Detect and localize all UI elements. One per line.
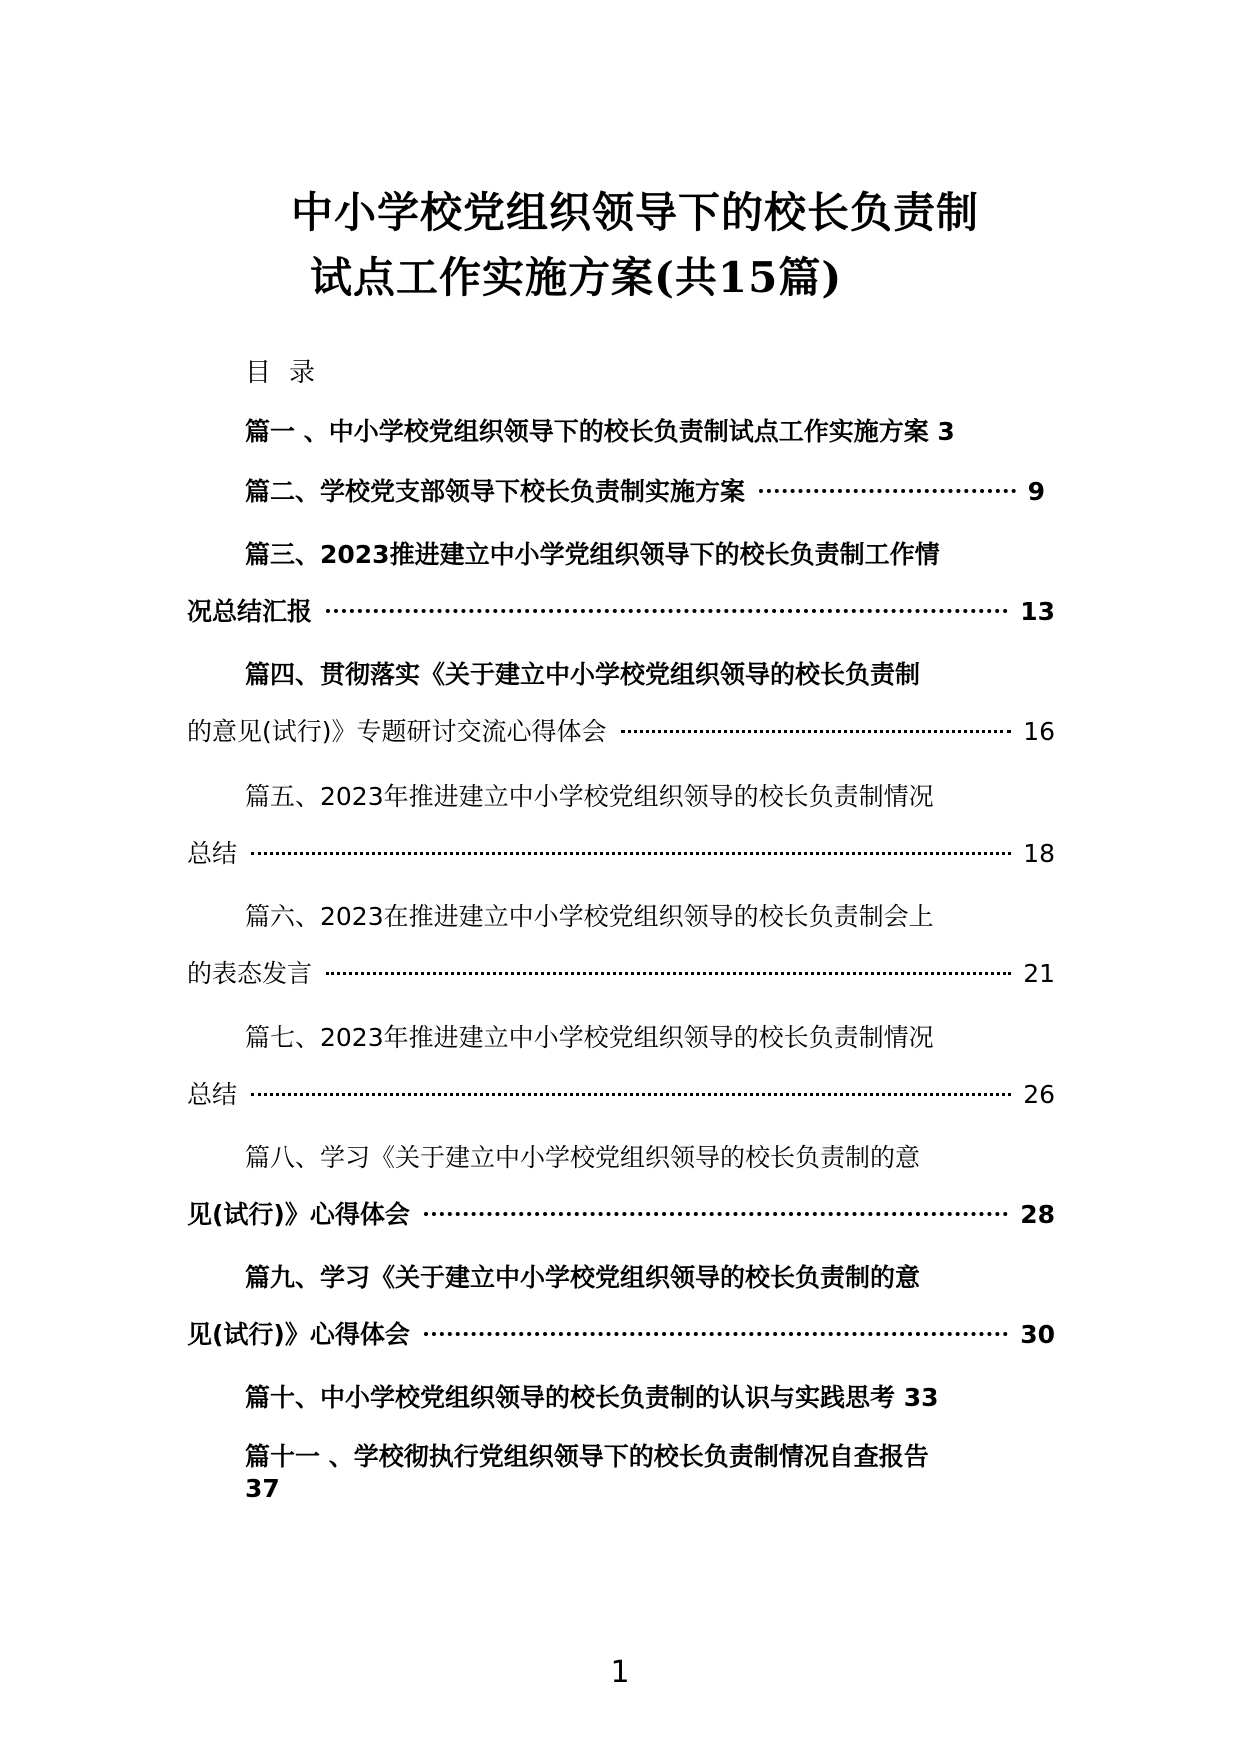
toc-entry-3-cont[interactable] (187, 592, 1055, 628)
toc-heading: 目录 (245, 358, 334, 388)
toc-entry-page: 28 (1020, 1200, 1055, 1229)
toc-entry-7-cont[interactable] (187, 1075, 1055, 1111)
toc-entry-label: 见(试行)》心得体会 (187, 1200, 410, 1229)
toc-entry-8[interactable]: 篇八、学习《关于建立中小学校党组织领导的校长负责制的意 (245, 1143, 921, 1172)
toc-leader-dots (621, 730, 1012, 733)
toc-entry-9[interactable]: 篇九、学习《关于建立中小学校党组织领导的校长负责制的意 (245, 1263, 921, 1292)
toc-entry-page: 13 (1020, 597, 1055, 626)
toc-entry-4[interactable]: 篇四、贯彻落实《关于建立中小学校党组织领导的校长负责制 (245, 660, 921, 689)
toc-entry-5-cont[interactable] (187, 834, 1055, 870)
toc-leader-dots (424, 1332, 1008, 1336)
toc-entry-page: 18 (1023, 839, 1055, 868)
toc-entry-label: 总结 (187, 1080, 238, 1109)
toc-leader-dots (251, 852, 1011, 855)
toc-entry-4-cont[interactable] (187, 712, 1055, 748)
toc-leader-dots (326, 972, 1011, 975)
toc-entry-5[interactable]: 篇五、2023年推进建立中小学校党组织领导的校长负责制情况 (245, 782, 934, 811)
toc-entry-2[interactable] (245, 472, 1045, 508)
document-title-line-1: 中小学校党组织领导下的校长负责制 (290, 188, 979, 237)
toc-entry-3[interactable]: 篇三、2023推进建立中小学党组织领导下的校长负责制工作情 (245, 540, 940, 569)
toc-entry-11[interactable]: 篇十一 、学校彻执行党组织领导下的校长负责制情况自查报告 (245, 1442, 929, 1471)
toc-entry-7[interactable]: 篇七、2023年推进建立中小学校党组织领导的校长负责制情况 (245, 1023, 934, 1052)
toc-leader-dots (424, 1212, 1008, 1216)
toc-entry-page: 21 (1023, 959, 1055, 988)
toc-entry-10[interactable]: 篇十、中小学校党组织领导的校长负责制的认识与实践思考 33 (245, 1383, 939, 1412)
toc-leader-dots (759, 489, 1016, 493)
document-title-line-2: 试点工作实施方案(共15篇) (310, 253, 843, 302)
toc-entry-page: 16 (1023, 717, 1055, 746)
toc-entry-page: 30 (1020, 1320, 1055, 1349)
toc-entry-label: 的表态发言 (187, 959, 313, 988)
toc-entry-page: 26 (1023, 1080, 1055, 1109)
toc-entry-label: 的意见(试行)》专题研讨交流心得体会 (187, 717, 607, 746)
page-number: 1 (610, 1655, 630, 1690)
toc-leader-dots (326, 609, 1008, 613)
toc-entry-9-cont[interactable] (187, 1315, 1055, 1351)
toc-entry-1[interactable]: 篇一 、中小学校党组织领导下的校长负责制试点工作实施方案 3 (245, 417, 955, 446)
toc-entry-6-cont[interactable] (187, 954, 1055, 990)
toc-entry-label: 见(试行)》心得体会 (187, 1320, 410, 1349)
toc-entry-6[interactable]: 篇六、2023在推进建立中小学校党组织领导的校长负责制会上 (245, 902, 934, 931)
toc-entry-page: 9 (1027, 477, 1045, 506)
toc-entry-label: 总结 (187, 839, 238, 868)
toc-leader-dots (251, 1093, 1011, 1096)
toc-entry-label: 篇二、学校党支部领导下校长负责制实施方案 (245, 477, 746, 506)
toc-entry-label: 况总结汇报 (187, 597, 313, 626)
toc-entry-8-cont[interactable] (187, 1195, 1055, 1231)
toc-entry-11-page: 37 (245, 1474, 280, 1503)
